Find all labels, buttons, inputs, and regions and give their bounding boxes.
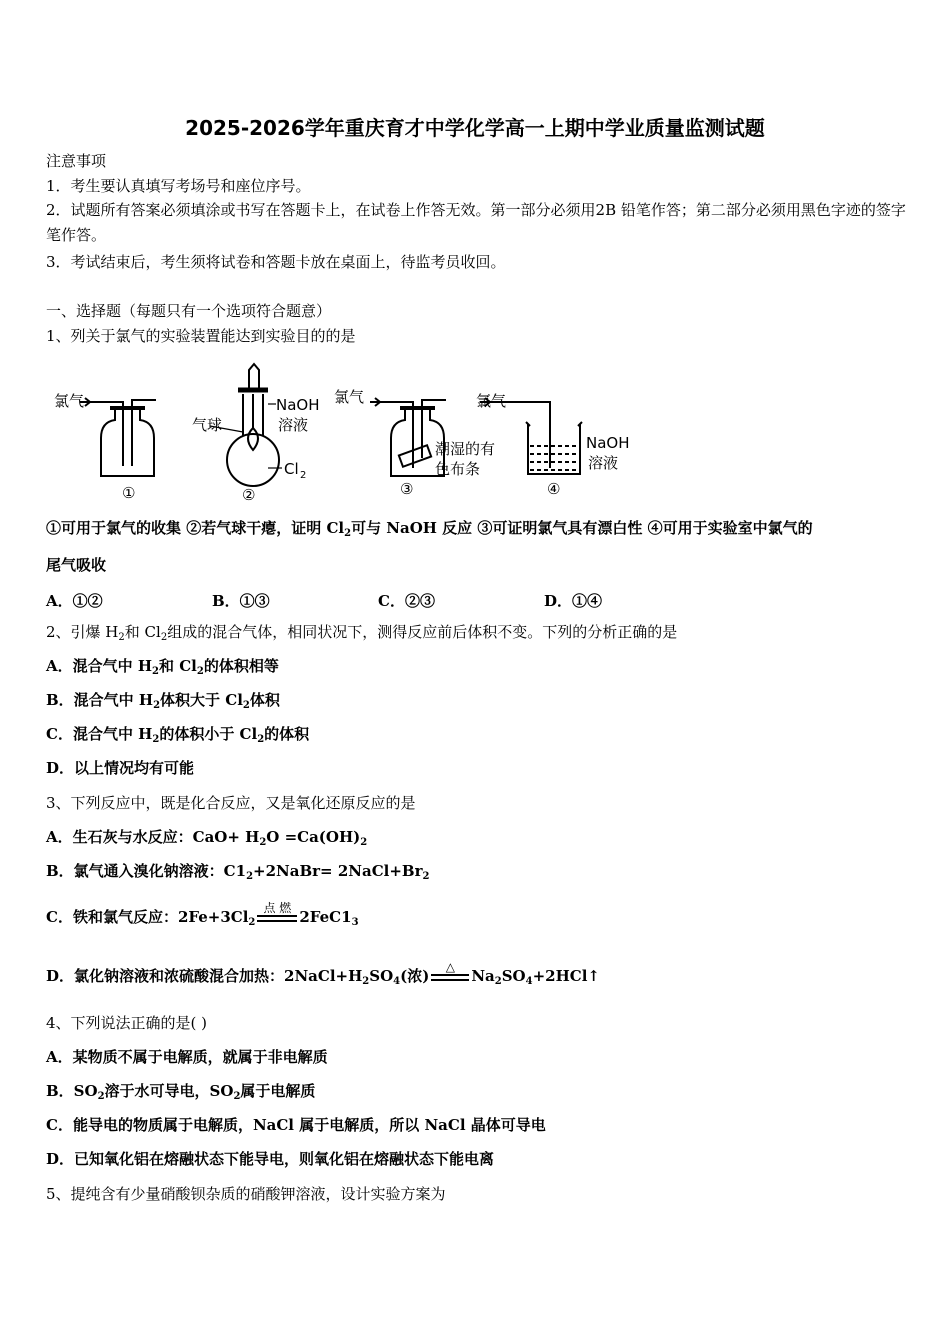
balloon-2: [248, 394, 258, 450]
fig-label-wet-2: 色布条: [435, 460, 481, 478]
q2-stem: 2、引爆 $H_2$和 $Cl_2$组成的混合气体，相同状况下，测得反应前后体积不变。下列的分析正确的是: [46, 623, 678, 643]
q4-option-c[interactable]: C．能导电的物质属于电解质，NaCl 属于电解质，所以 NaCl 晶体可导电: [46, 1116, 546, 1134]
beaker-4: [528, 424, 580, 474]
q3-option-c[interactable]: C．铁和氯气反应：$2Fe+3Cl_2$ 点 燃 $2FeC1_3$: [46, 900, 359, 928]
fig-label-solution-2: 溶液: [278, 416, 309, 434]
beaker-4-tube: [490, 402, 550, 468]
notice-item-1: 1．考生要认真填写考场号和座位序号。: [46, 177, 311, 195]
condition-ignite: 点 燃: [257, 915, 297, 922]
q3-stem: 3、下列反应中，既是化合反应，又是氧化还原反应的是: [46, 794, 416, 812]
q1-option-c[interactable]: C．②③: [378, 592, 435, 610]
fig-num-3: ③: [400, 480, 414, 498]
fig-label-cl2: Cl: [284, 460, 299, 478]
fig-label-wet-1: 潮湿的有: [435, 440, 496, 458]
fig-label-naoh-2: NaOH: [276, 396, 320, 414]
bottle-1: [101, 408, 154, 476]
q4-option-a[interactable]: A．某物质不属于电解质，就属于非电解质: [46, 1048, 328, 1066]
dropper-2: [249, 364, 259, 390]
q1-option-b[interactable]: B．①③: [212, 592, 270, 610]
page-title: 2025-2026学年重庆育才中学化学高一上期中学业质量监测试题: [185, 116, 765, 140]
q1-apparatus-figure: [50, 358, 650, 506]
q1-option-a[interactable]: A．①②: [46, 592, 103, 610]
flask-2: [227, 434, 279, 486]
condition-heat: △: [431, 974, 469, 981]
fig-label-balloon: 气球: [192, 416, 223, 434]
fig-num-1: ①: [122, 484, 136, 502]
q1-description-cont: 尾气吸收: [46, 556, 107, 574]
fig-num-4: ④: [547, 480, 561, 498]
q5-stem: 5、提纯含有少量硝酸钡杂质的硝酸钾溶液，设计实验方案为: [46, 1185, 446, 1203]
fig-num-2: ②: [242, 486, 256, 504]
q2-option-a[interactable]: A．混合气中 $H_2$和 $Cl_2$的体积相等: [46, 657, 279, 677]
q1-stem: 1、列关于氯气的实验装置能达到实验目的的是: [46, 327, 356, 345]
q3-option-d[interactable]: D．氯化钠溶液和浓硫酸混合加热：$2NaCl+H_2SO_4$(浓) △ $Na_2SO_4+2HCl↑$: [46, 959, 600, 987]
bottle-1-tube-in: [90, 402, 123, 466]
fig-label-cl2-sub: 2: [300, 470, 307, 481]
q2-option-c[interactable]: C．混合气中 $H_2$的体积小于 $Cl_2$的体积: [46, 725, 310, 745]
fig-label-solution-4: 溶液: [588, 454, 619, 472]
section-heading: 一、选择题（每题只有一个选项符合题意）: [46, 302, 332, 320]
q1-option-d[interactable]: D．①④: [544, 592, 603, 610]
notice-item-2: 2．试题所有答案必须填涂或书写在答题卡上，在试卷上作答无效。第一部分必须用2B 铅笔作答；第二部分必须用黑色字迹的签字笔作答。: [46, 201, 906, 244]
q4-stem: 4、下列说法正确的是( ): [46, 1014, 208, 1032]
q4-option-d[interactable]: D．已知氧化铝在熔融状态下能导电，则氧化铝在熔融状态下能电离: [46, 1150, 495, 1168]
q3-option-b[interactable]: B．氯气通入溴化钠溶液：$C1_2+2NaBr=$ $2NaCl+Br_2$: [46, 862, 430, 882]
q1-description: ①可用于氯气的收集 ②若气球干瘪，证明 $Cl_2$可与 NaOH 反应 ③可证明氯气具有漂白性 ④可用于实验室中氯气的: [46, 519, 813, 539]
q3-option-a[interactable]: A．生石灰与水反应：$CaO+ H_2O =Ca(OH)_2$: [46, 828, 368, 848]
q2-option-d[interactable]: D．以上情况均有可能: [46, 759, 195, 777]
fig-label-chlorine-1: 氯气: [54, 392, 85, 410]
fig-label-chlorine-3: 氯气: [334, 388, 365, 406]
cloth-strip-3: [399, 445, 431, 467]
fig-label-naoh-4: NaOH: [586, 434, 630, 452]
fig-label-chlorine-4: 氯气: [476, 392, 507, 410]
q4-option-b[interactable]: B．$SO_2$溶于水可导电，$SO_2$属于电解质: [46, 1082, 316, 1102]
q1-options: [46, 590, 710, 611]
notice-heading: 注意事项: [46, 152, 107, 170]
q2-option-b[interactable]: B．混合气中 $H_2$体积大于 $Cl_2$体积: [46, 691, 280, 711]
notice-item-3: 3．考试结束后，考生须将试卷和答题卡放在桌面上，待监考员收回。: [46, 253, 506, 271]
